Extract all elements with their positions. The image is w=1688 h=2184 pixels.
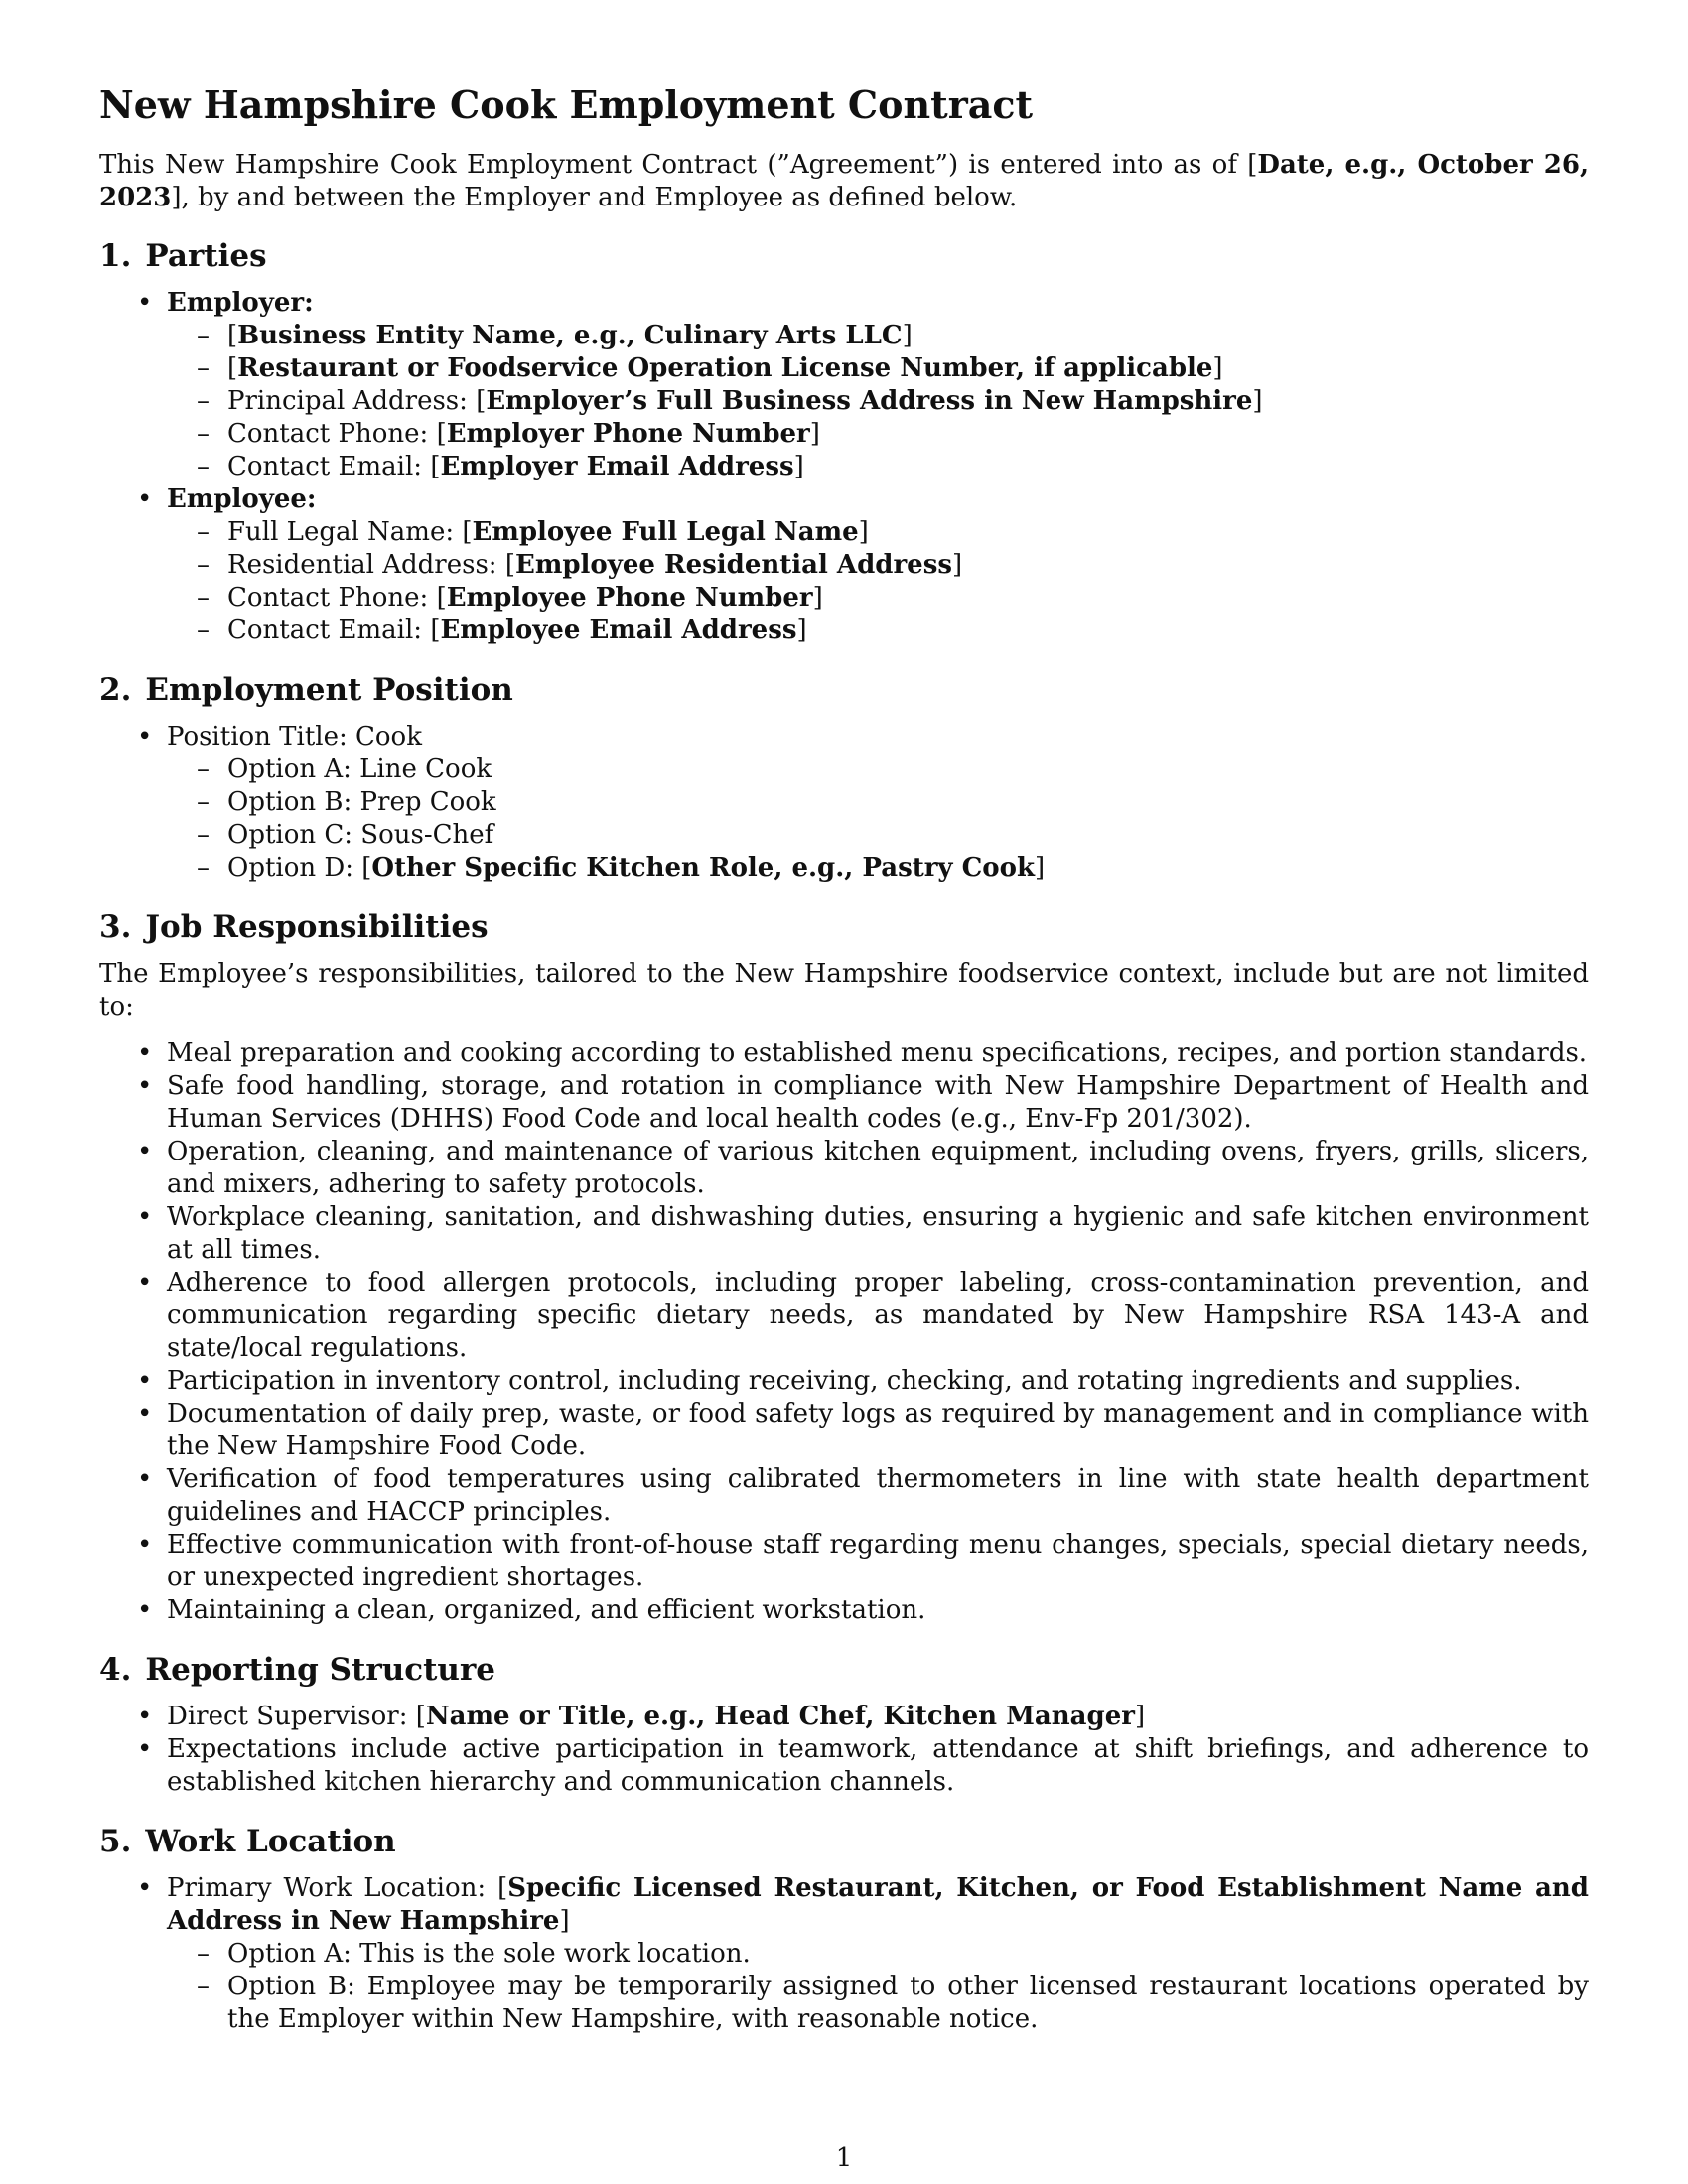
responsibility-item: • Adherence to food allergen protocols, including proper labeling, cross-contamination prevention, and communication regarding specific dietary needs, as mandated by New Hampshire RSA 143-A and state/local regulations. [99, 1267, 1589, 1365]
responsibility-item: • Operation, cleaning, and maintenance of various kitchen equipment, including ovens, fryers, grills, slicers, and mixers, adhering to safety protocols. [99, 1136, 1589, 1201]
date-placeholder: Date, e.g., October 26, 2023 [99, 150, 1590, 212]
employee-detail: – Contact Phone: [Employee Phone Number] [167, 582, 1589, 614]
primary-location-item: • Primary Work Location: [Specific Licensed Restaurant, Kitchen, or Food Establishment Name and Address in New Hampshire] – Option A: This is the sole work location. – Option B: Employee may be temporarily assigned to other licensed restaurant locations operated by the Employer within New Hampshire, with reasonable notice. [99, 1872, 1589, 2036]
employee-item [99, 483, 1589, 647]
parties-list [99, 287, 1589, 647]
section-heading [99, 236, 1589, 276]
employer-detail-label: Contact Email: [227, 452, 431, 481]
primary-location-label: Primary Work Location: [167, 1873, 498, 1903]
employer-detail-label: Contact Phone: [227, 419, 437, 449]
reporting-list [99, 1701, 1589, 1799]
responsibility-item: • Documentation of daily prep, waste, or food safety logs as required by management and in compliance with the New Hampshire Food Code. [99, 1398, 1589, 1463]
section-number: 1. [99, 238, 132, 274]
employer-details [167, 320, 1589, 483]
responsibilities-list [99, 1037, 1589, 1627]
responsibility-item: • Verification of food temperatures using calibrated thermometers in line with state health department guidelines and HACCP principles. [99, 1463, 1589, 1529]
employee-detail-value: Employee Residential Address [515, 550, 952, 580]
section-title: Work Location [145, 1824, 396, 1859]
intro-paragraph [99, 149, 1589, 214]
section-title: Employment Position [145, 672, 513, 708]
employer-detail: – Contact Email: [Employer Email Address] [167, 451, 1589, 483]
employee-detail-label: Residential Address: [227, 550, 505, 580]
responsibility-item: • Effective communication with front-of-house staff regarding menu changes, specials, special dietary needs, or unexpected ingredient shortages. [99, 1529, 1589, 1594]
section-heading [99, 1650, 1589, 1690]
employer-detail: – [Business Entity Name, e.g., Culinary Arts LLC] [167, 320, 1589, 352]
responsibility-item: • Safe food handling, storage, and rotation in compliance with New Hampshire Department of Health and Human Services (DHHS) Food Code and local health codes (e.g., Env-Fp 201/302). [99, 1070, 1589, 1136]
section-heading [99, 907, 1589, 947]
intro-text-start: This New Hampshire Cook Employment Contract (”Agreement”) is entered into as of [ [99, 150, 1258, 180]
position-list [99, 721, 1589, 885]
responsibility-item: • Workplace cleaning, sanitation, and dishwashing duties, ensuring a hygienic and safe kitchen environment at all times. [99, 1201, 1589, 1267]
section-employment-position [99, 670, 1589, 885]
section-number: 3. [99, 909, 132, 945]
position-title: Position Title: Cook [167, 722, 422, 751]
page-number: 1 [835, 2143, 853, 2173]
responsibilities-intro: The Employee’s responsibilities, tailored to the New Hampshire foodservice context, include but are not limited to: [99, 959, 1589, 1022]
section-title: Job Responsibilities [145, 909, 489, 945]
section-number: 2. [99, 672, 132, 708]
supervisor-item: • Direct Supervisor: [Name or Title, e.g., Head Chef, Kitchen Manager] [99, 1701, 1589, 1733]
employee-label: Employee: [167, 484, 317, 514]
section-number: 4. [99, 1652, 132, 1688]
supervisor-label: Direct Supervisor: [167, 1702, 416, 1731]
position-option: – Option B: Prep Cook [167, 786, 1589, 819]
employee-detail-value: Employee Email Address [440, 615, 797, 645]
employee-detail-label: Contact Phone: [227, 583, 437, 613]
section-heading [99, 1822, 1589, 1861]
position-option-value: Other Specific Kitchen Role, e.g., Pastry Cook [371, 853, 1035, 883]
employee-detail: – Contact Email: [Employee Email Address] [167, 614, 1589, 647]
employer-detail-label: Principal Address: [227, 386, 477, 416]
location-option: – Option A: This is the sole work location. [167, 1938, 1589, 1971]
responsibility-item: • Meal preparation and cooking according to established menu specifications, recipes, and portion standards. [99, 1037, 1589, 1070]
position-title-item [99, 721, 1589, 885]
section-parties [99, 236, 1589, 647]
section-job-responsibilities [99, 907, 1589, 1627]
employee-detail: – Full Legal Name: [Employee Full Legal Name] [167, 516, 1589, 549]
expectations-item: • Expectations include active participation in teamwork, attendance at shift briefings, and adherence to established kitchen hierarchy and communication channels. [99, 1733, 1589, 1799]
responsibility-item: • Participation in inventory control, including receiving, checking, and rotating ingredients and supplies. [99, 1365, 1589, 1398]
intro-text-end: ], by and between the Employer and Employee as defined below. [171, 183, 1018, 212]
employee-detail: – Residential Address: [Employee Residential Address] [167, 549, 1589, 582]
employer-item [99, 287, 1589, 483]
employer-detail-value: Employer Phone Number [446, 419, 810, 449]
employee-details [167, 516, 1589, 647]
supervisor-value: Name or Title, e.g., Head Chef, Kitchen Manager [425, 1702, 1135, 1731]
primary-location-value: Specific Licensed Restaurant, Kitchen, or Food Establishment Name and Address in New Hampshire [167, 1873, 1589, 1936]
position-option: – Option D: [Other Specific Kitchen Role, e.g., Pastry Cook] [167, 852, 1589, 885]
position-options [167, 753, 1589, 885]
position-option: – Option A: Line Cook [167, 753, 1589, 786]
employer-label: Employer: [167, 288, 314, 318]
position-option: – Option C: Sous-Chef [167, 819, 1589, 852]
responsibility-item: • Maintaining a clean, organized, and efficient workstation. [99, 1594, 1589, 1627]
location-option: – Option B: Employee may be temporarily assigned to other licensed restaurant locations operated by the Employer within New Hampshire, with reasonable notice. [167, 1971, 1589, 2036]
location-list [99, 1872, 1589, 2036]
employee-detail-label: Contact Email: [227, 615, 431, 645]
section-title: Reporting Structure [145, 1652, 496, 1688]
section-work-location [99, 1822, 1589, 2036]
document-title: New Hampshire Cook Employment Contract [99, 82, 1034, 127]
employee-detail-label: Full Legal Name: [227, 517, 463, 547]
position-option-label: Option D: [227, 853, 362, 883]
section-number: 5. [99, 1824, 132, 1859]
employer-detail-value: Restaurant or Foodservice Operation License Number, if applicable [237, 353, 1213, 383]
employee-detail-value: Employee Full Legal Name [472, 517, 859, 547]
employer-detail-value: Employer Email Address [440, 452, 794, 481]
section-heading [99, 670, 1589, 710]
employer-detail-value: Employer’s Full Business Address in New Hampshire [486, 386, 1253, 416]
employer-detail: – Contact Phone: [Employer Phone Number] [167, 418, 1589, 451]
employer-detail-value: Business Entity Name, e.g., Culinary Arts LLC [237, 321, 903, 350]
employee-detail-value: Employee Phone Number [446, 583, 813, 613]
location-options [167, 1938, 1589, 2036]
document-page [99, 81, 1589, 2059]
section-reporting-structure [99, 1650, 1589, 1799]
employer-detail: – Principal Address: [Employer’s Full Business Address in New Hampshire] [167, 385, 1589, 418]
employer-detail: – [Restaurant or Foodservice Operation License Number, if applicable] [167, 352, 1589, 385]
section-title: Parties [145, 238, 267, 274]
